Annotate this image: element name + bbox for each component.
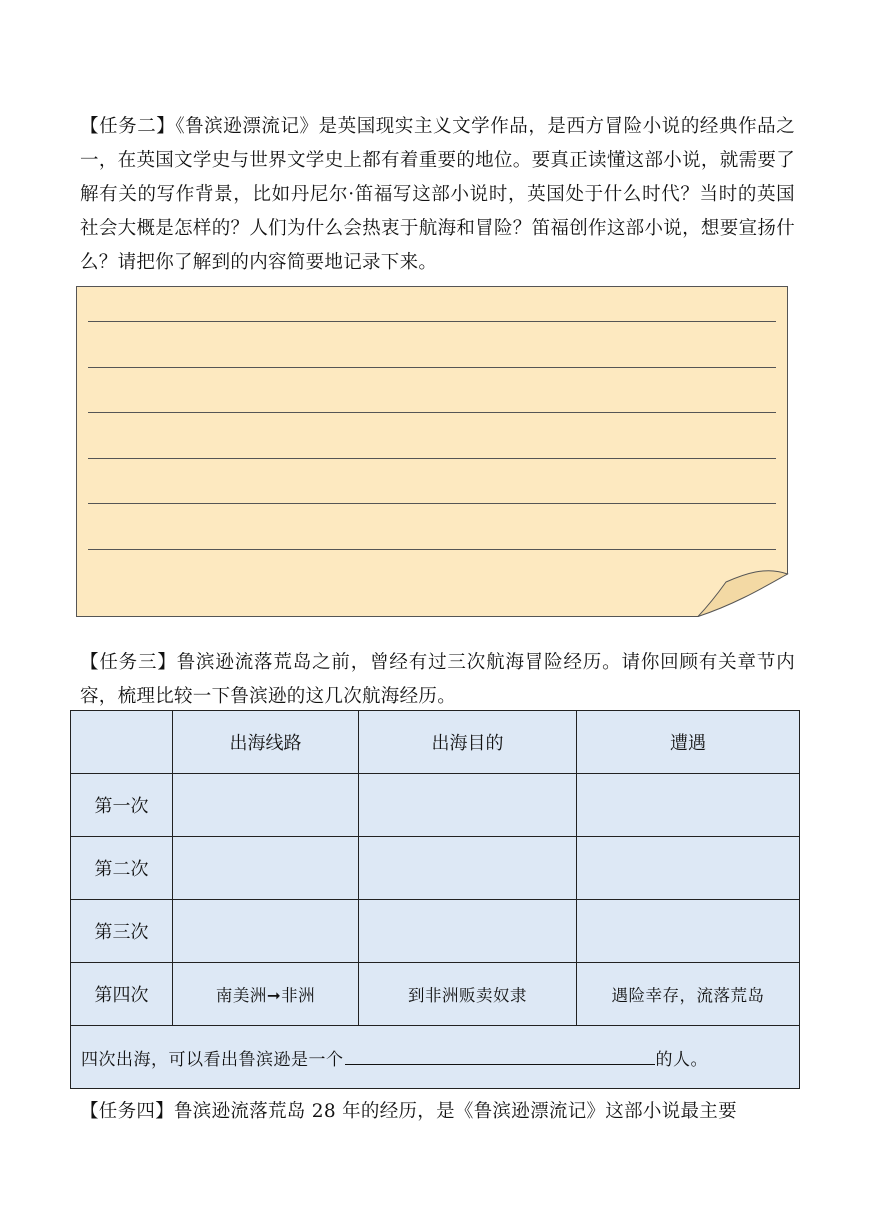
task2-paragraph: 【任务二】《鲁滨逊漂流记》是英国现实主义文学作品，是西方冒险小说的经典作品之一，在英国文学史与世界文学史上都有着重要的地位。要真正读懂这部小说，就需要了解有关的写作背景，比如丹尼尔·笛福写这部小说时，英国处于什么时代？当时的英国社会大概是怎样的？人们为什么会热衷于航海和冒险？笛福创作这部小说，想要宣扬什么？请把你了解到的内容简要地记录下来。 [80, 116, 795, 273]
summary-cell [71, 1026, 800, 1089]
encounter-cell[interactable] [577, 774, 800, 837]
route-cell: 南美洲➞非洲 [173, 963, 359, 1026]
encounter-cell[interactable] [577, 900, 800, 963]
purpose-cell[interactable] [359, 774, 577, 837]
row-label: 第二次 [71, 837, 173, 900]
writing-line-4[interactable] [88, 458, 776, 459]
route-cell[interactable] [173, 774, 359, 837]
row-label: 第三次 [71, 900, 173, 963]
summary-blank-field[interactable] [345, 1044, 655, 1065]
row-label: 第一次 [71, 774, 173, 837]
note-paper-sheet [77, 287, 788, 617]
header-cell-purpose: 出海目的 [359, 711, 577, 774]
purpose-cell: 到非洲贩卖奴隶 [359, 963, 577, 1026]
note-paper-graphic [76, 286, 788, 617]
writing-line-3[interactable] [88, 412, 776, 413]
row-label: 第四次 [71, 963, 173, 1026]
summary-row [71, 1026, 800, 1089]
writing-line-5[interactable] [88, 503, 776, 504]
header-cell-encounter: 遭遇 [577, 711, 800, 774]
route-cell[interactable] [173, 900, 359, 963]
purpose-cell[interactable] [359, 837, 577, 900]
table-row [71, 900, 800, 963]
task4-paragraph: 【任务四】鲁滨逊流落荒岛 28 年的经历，是《鲁滨逊漂流记》这部小说最主要 [80, 1101, 737, 1122]
route-cell[interactable] [173, 837, 359, 900]
header-cell-empty [71, 711, 173, 774]
task3-paragraph: 【任务三】鲁滨逊流落荒岛之前，曾经有过三次航海冒险经历。请你回顾有关章节内容，梳理比较一下鲁滨逊的这几次航海经历。 [80, 652, 795, 707]
purpose-cell[interactable] [359, 900, 577, 963]
summary-text-after: 的人。 [655, 1050, 708, 1070]
table-row [71, 963, 800, 1026]
voyage-comparison-table [70, 710, 800, 1089]
header-cell-route: 出海线路 [173, 711, 359, 774]
encounter-cell[interactable] [577, 837, 800, 900]
encounter-cell: 遇险幸存，流落荒岛 [577, 963, 800, 1026]
summary-text-before: 四次出海，可以看出鲁滨逊是一个 [81, 1050, 344, 1070]
table-row [71, 774, 800, 837]
writing-line-1[interactable] [88, 321, 776, 322]
table-row [71, 837, 800, 900]
writing-line-6[interactable] [88, 549, 776, 550]
table-header-row [71, 711, 800, 774]
writing-line-2[interactable] [88, 367, 776, 368]
note-paper-answer-area[interactable] [76, 286, 788, 617]
